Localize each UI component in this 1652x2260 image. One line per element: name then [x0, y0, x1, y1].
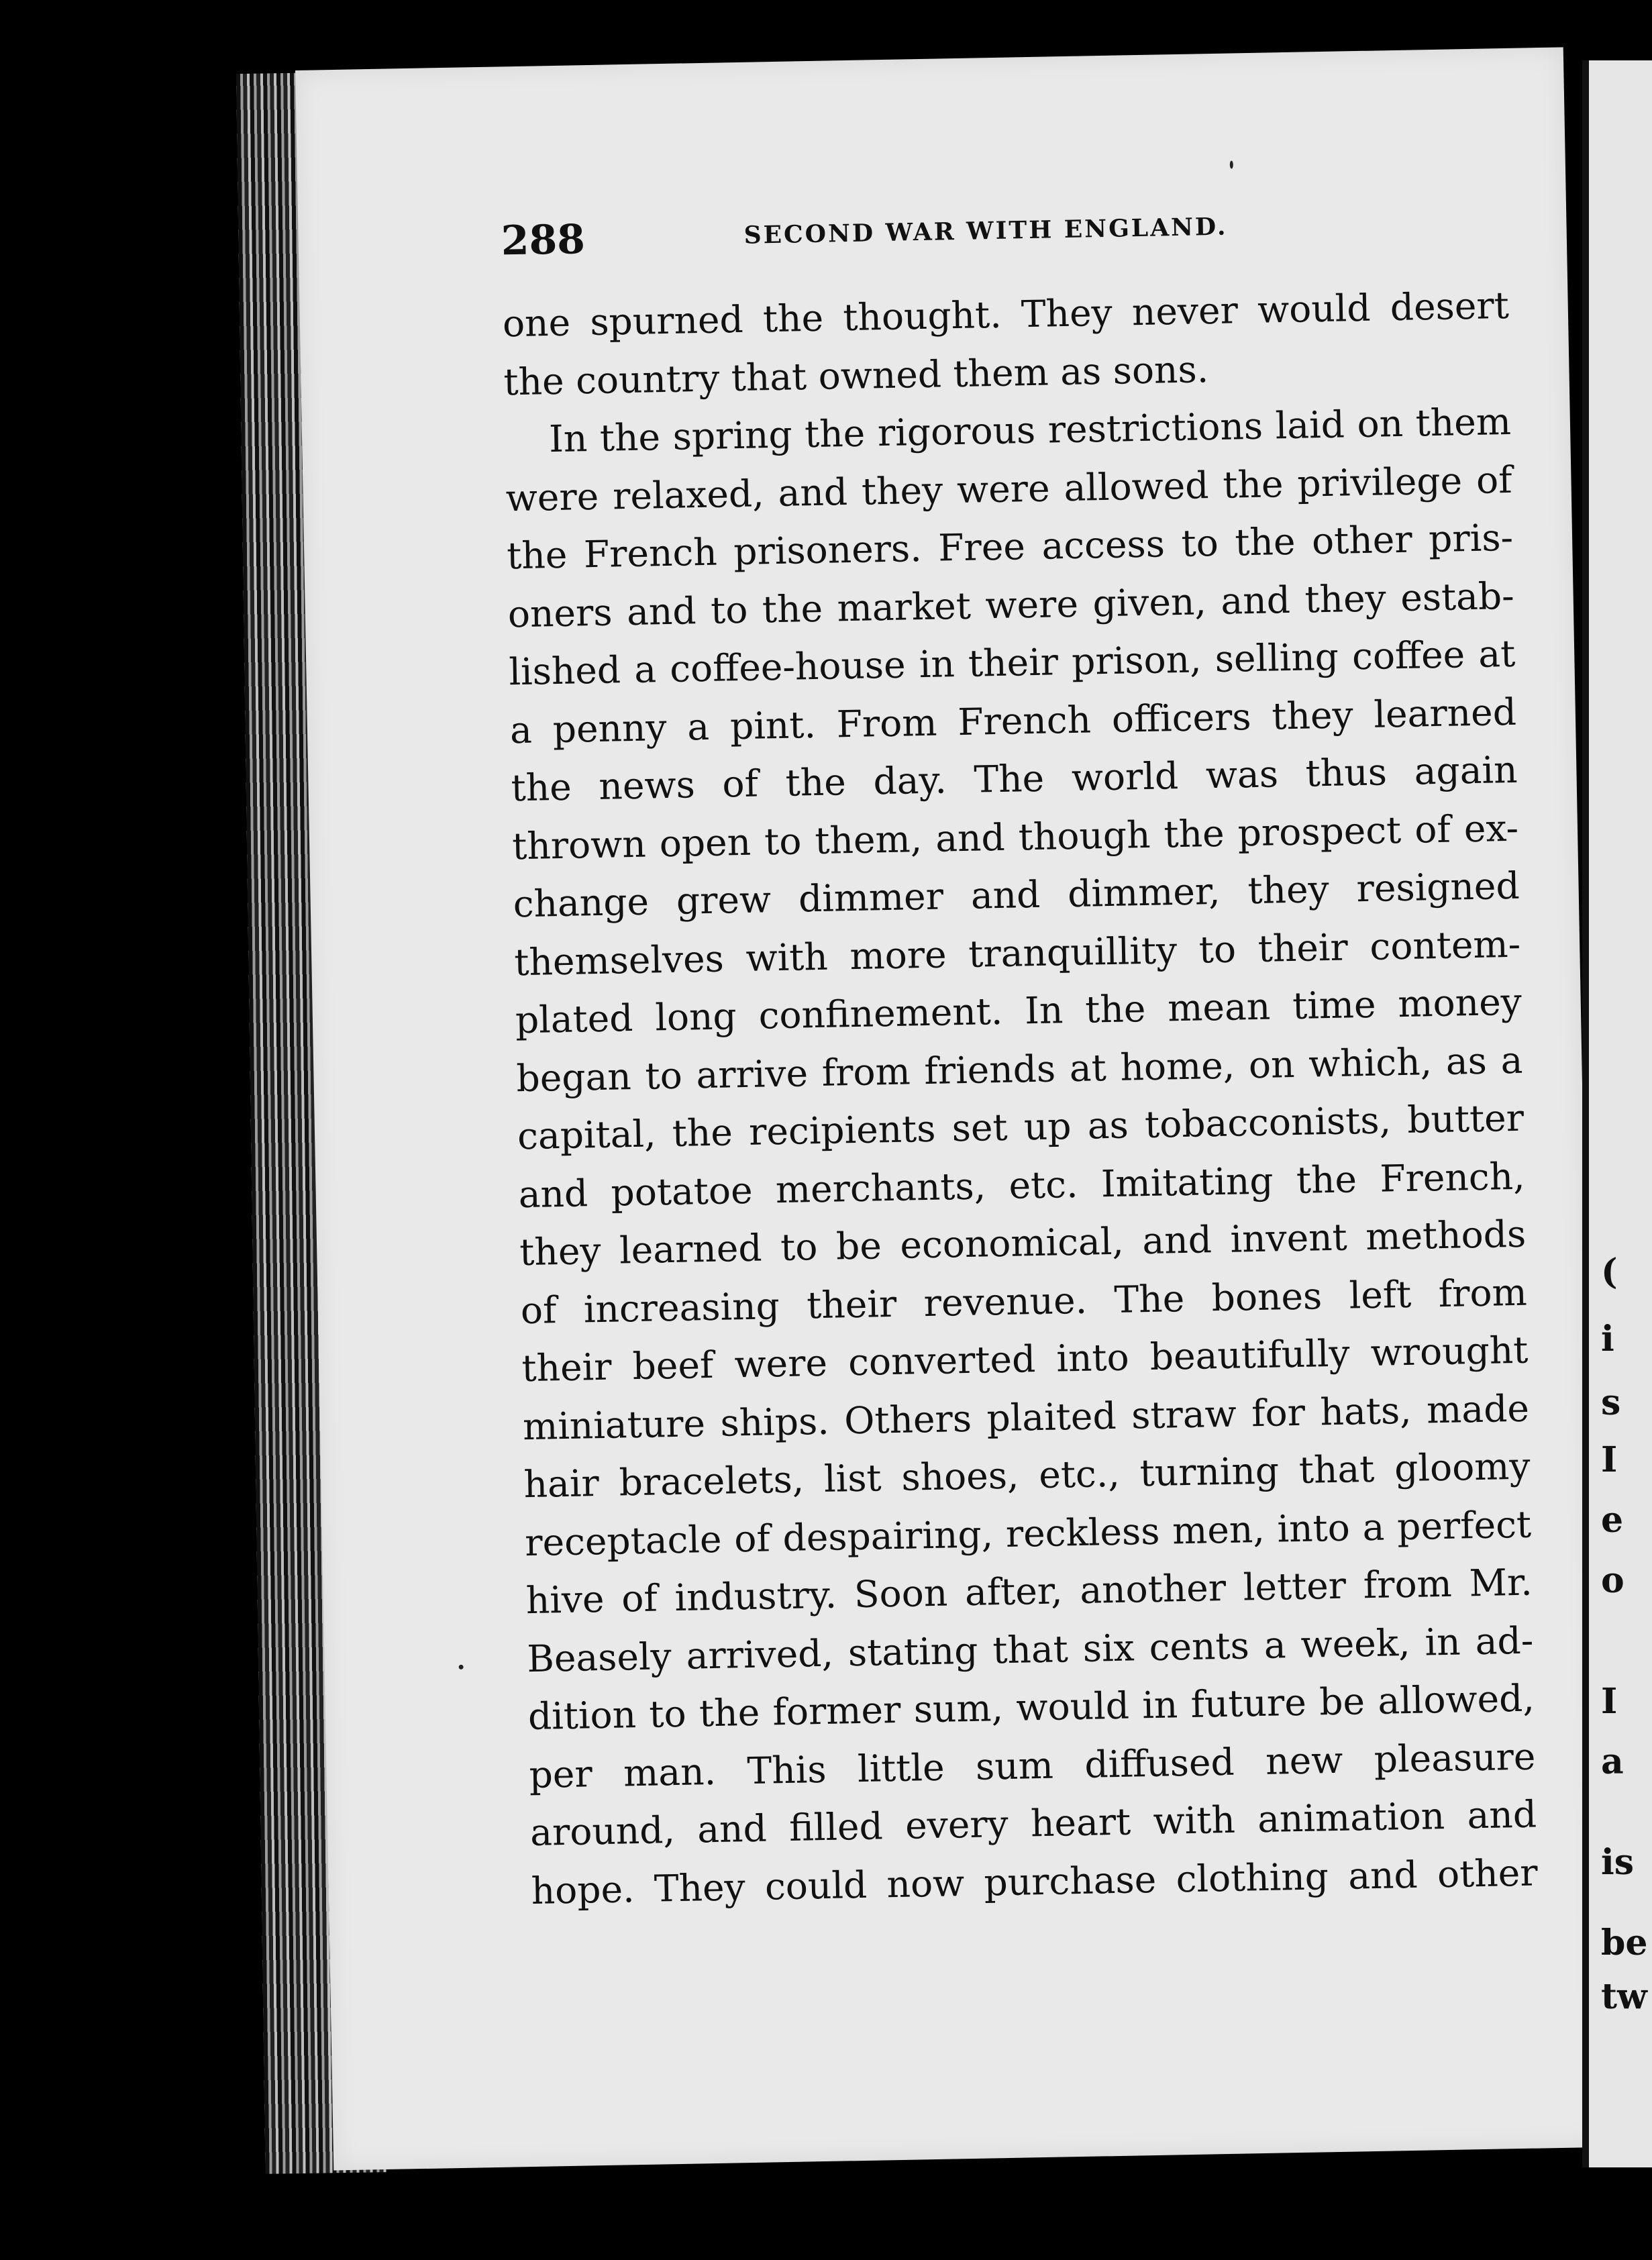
adjacent-page-edge: [1582, 60, 1652, 2167]
adjacent-page-fragment: a: [1601, 1741, 1624, 1782]
text-line: Beasely arrived, stating that six cents a week, in ad-: [526, 1619, 1534, 1680]
text-line: per man. This little sum diffused new pleasure: [529, 1735, 1536, 1796]
adjacent-page-fragment: o: [1601, 1560, 1624, 1601]
text-line: their beef were converted into beautifully wrought: [521, 1328, 1529, 1390]
text-line: the country that owned them as sons.: [503, 347, 1209, 403]
adjacent-page-fragment: e: [1601, 1500, 1624, 1541]
text-line: plated long confinement. In the mean time money: [515, 980, 1522, 1042]
page-header: [501, 199, 1494, 265]
text-line: one spurned the thought. They never would desert: [502, 283, 1510, 346]
adjacent-page-fragment: (: [1601, 1251, 1618, 1292]
text-line: hive of industry. Soon after, another letter from Mr.: [525, 1560, 1533, 1623]
body-text: [502, 276, 1538, 1920]
adjacent-page-fragment: is: [1601, 1842, 1635, 1883]
text-line: were relaxed, and they were allowed the privilege of: [505, 458, 1513, 519]
print-speck: [459, 1665, 464, 1670]
adjacent-page-fragment: i: [1601, 1319, 1614, 1359]
text-line: receptacle of despairing, reckless men, into a perfect: [524, 1502, 1532, 1564]
text-line: themselves with more tranquillity to their contem-: [513, 922, 1521, 984]
running-head: SECOND WAR WITH ENGLAND.: [743, 212, 1228, 250]
text-line: the news of the day. The world was thus again: [511, 748, 1518, 810]
text-line: capital, the recipients set up as tobacconists, butter: [517, 1096, 1525, 1158]
text-line: thrown open to them, and though the prospect of ex-: [511, 806, 1519, 868]
adjacent-page-fragment: be: [1601, 1922, 1648, 1963]
text-line: a penny a pint. From French officers they learned: [509, 690, 1517, 752]
page-number: 288: [501, 216, 586, 265]
adjacent-page-fragment: tw: [1601, 1976, 1647, 2017]
text-line: the French prisoners. Free access to the other pris-: [506, 515, 1514, 578]
book-page: [295, 47, 1602, 2170]
adjacent-page-fragment: s: [1601, 1382, 1621, 1423]
text-line: around, and filled every heart with animation and: [529, 1792, 1537, 1855]
text-line: they learned to be economical, and invent methods: [519, 1212, 1527, 1274]
text-line: dition to the former sum, would in future be allowed,: [527, 1676, 1535, 1739]
text-line: and potatoe merchants, etc. Imitating the French,: [518, 1154, 1526, 1216]
text-line: began to arrive from friends at home, on which, as a: [515, 1038, 1523, 1100]
text-line: change grew dimmer and dimmer, they resigned: [513, 864, 1520, 926]
text-line: In the spring the rigorous restrictions laid on them: [548, 399, 1512, 461]
text-line: miniature ships. Others plaited straw for hats, made: [522, 1386, 1530, 1448]
text-line: hope. They could now purchase clothing and other: [531, 1851, 1539, 1912]
text-line: hair bracelets, list shoes, etc., turning that gloomy: [523, 1444, 1531, 1506]
text-line: oners and to the market were given, and they estab-: [507, 574, 1515, 635]
adjacent-page-fragment: I: [1601, 1439, 1618, 1480]
adjacent-page-fragment: I: [1601, 1681, 1618, 1722]
text-line: of increasing their revenue. The bones left from: [520, 1270, 1528, 1332]
text-line: lished a coffee-house in their prison, selling coffee at: [508, 631, 1516, 694]
print-speck: [1230, 160, 1233, 168]
